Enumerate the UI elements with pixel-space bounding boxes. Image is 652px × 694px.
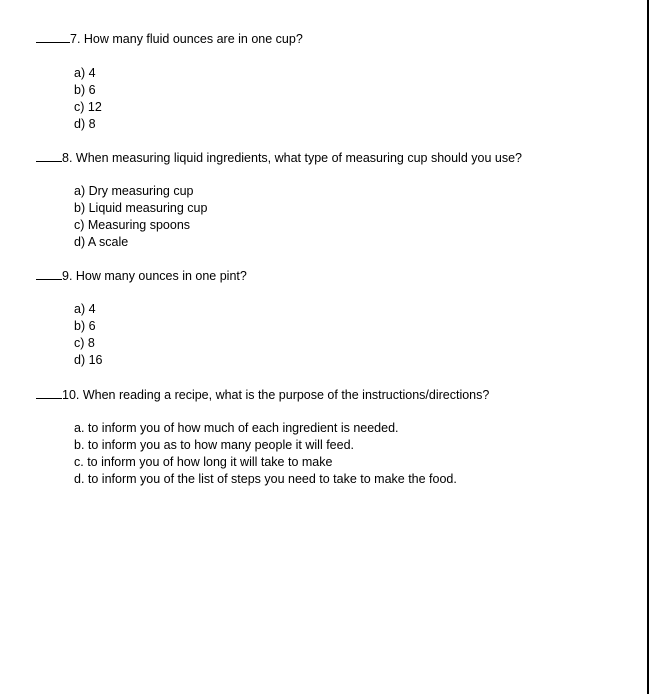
option-8c: c) Measuring spoons [74,218,191,232]
options-10 [74,420,457,488]
question-text-9: 9. How many ounces in one pint? [62,269,247,283]
option-9d: d) 16 [74,353,103,367]
option-9b: b) 6 [74,319,96,333]
answer-blank-10[interactable] [36,387,62,399]
option-10c: c. to inform you of how long it will take to make [74,455,333,469]
question-9 [36,268,247,285]
question-8 [36,150,522,167]
question-7 [36,31,303,48]
option-7d: d) 8 [74,117,96,131]
options-9 [74,301,103,369]
answer-blank-7[interactable] [36,31,70,43]
option-9c: c) 8 [74,336,95,350]
question-10 [36,387,489,404]
option-10d: d. to inform you of the list of steps you need to take to make the food. [74,472,457,486]
question-text-8: 8. When measuring liquid ingredients, what type of measuring cup should you use? [62,151,522,165]
option-7b: b) 6 [74,83,96,97]
option-8a: a) Dry measuring cup [74,184,194,198]
answer-blank-9[interactable] [36,268,62,280]
option-7a: a) 4 [74,66,96,80]
option-9a: a) 4 [74,302,96,316]
option-7c: c) 12 [74,100,102,114]
option-10b: b. to inform you as to how many people it will feed. [74,438,355,452]
options-8 [74,183,207,251]
answer-blank-8[interactable] [36,150,62,162]
question-text-7: 7. How many fluid ounces are in one cup? [70,32,303,46]
option-8d: d) A scale [74,235,129,249]
options-7 [74,65,102,133]
option-10a: a. to inform you of how much of each ingredient is needed. [74,421,399,435]
option-8b: b) Liquid measuring cup [74,201,208,215]
question-text-10: 10. When reading a recipe, what is the purpose of the instructions/directions? [62,388,490,402]
